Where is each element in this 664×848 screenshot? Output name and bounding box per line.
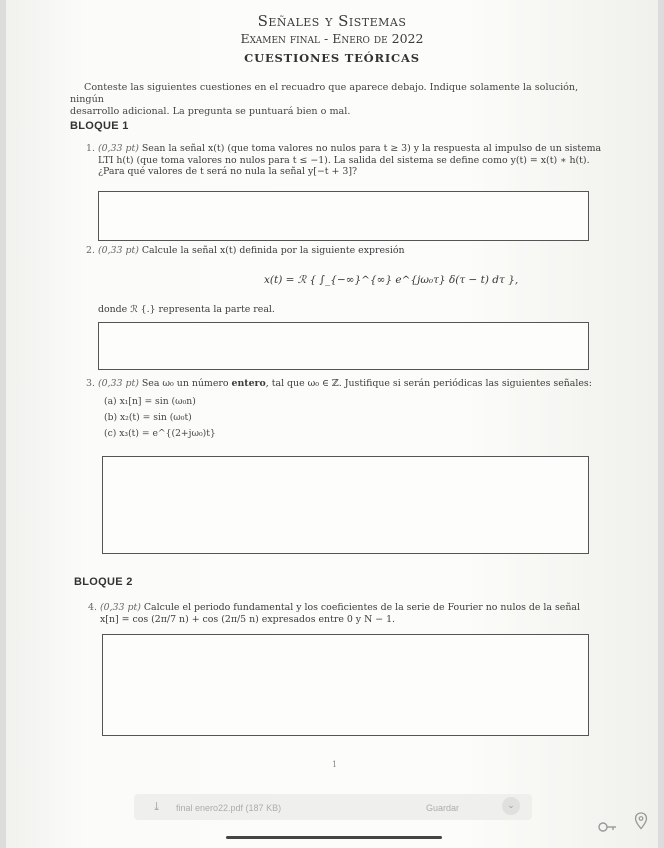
question-4 <box>88 602 580 625</box>
instructions-line-1: Conteste las siguientes cuestiones en el recuadro que aparece debajo. Indique solamente la solución, ningún <box>70 82 579 105</box>
q2-text-line-2: donde ℛ {.} representa la parte real. <box>98 304 275 315</box>
section-title: CUESTIONES TEÓRICAS <box>244 51 420 65</box>
block-2-heading: BLOQUE 2 <box>74 576 133 588</box>
q2-text-line-1: Calcule la señal x(t) definida por la siguiente expresión <box>141 245 405 256</box>
q3-points: (0,33 pt) <box>97 378 139 389</box>
location-pin-icon[interactable] <box>634 812 648 830</box>
q2-points: (0,33 pt) <box>97 245 139 256</box>
page-title: Señales y Sistemas <box>257 12 407 30</box>
q1-text-line-2: LTI h(t) (que toma valores no nulos para t ≤ −1). La salida del sistema se define como y(t) = x(t) ∗ h(t). <box>98 154 590 166</box>
q3-item-c: (c) x₃(t) = e^{(2+jω₀)t} <box>104 428 216 439</box>
block-1-heading: BLOQUE 1 <box>70 120 129 132</box>
q4-points: (0,33 pt) <box>99 602 141 613</box>
q4-number: 4. <box>88 602 97 613</box>
q4-answer-box[interactable] <box>102 634 589 736</box>
q3-text-a: Sea ω₀ un número <box>141 378 229 389</box>
question-2 <box>86 245 405 257</box>
q2-formula: x(t) = ℛ { ∫_{−∞}^{∞} e^{jω₀τ} δ(τ − t) dτ }, <box>264 274 519 286</box>
home-indicator[interactable] <box>226 836 442 839</box>
exam-page <box>6 0 658 848</box>
q1-number: 1. <box>86 143 95 154</box>
q2-answer-box[interactable] <box>98 322 589 370</box>
instructions-line-2: desarrollo adicional. La pregunta se puntuará bien o mal. <box>70 106 351 117</box>
save-button[interactable]: Guardar <box>426 803 460 813</box>
download-bar[interactable] <box>134 794 532 820</box>
question-3 <box>86 378 592 390</box>
q3-item-b: (b) x₂(t) = sin (ω₀t) <box>104 412 192 423</box>
key-icon[interactable] <box>598 818 618 830</box>
question-1 <box>86 143 601 178</box>
q3-text-bold: entero <box>231 378 266 389</box>
page-number: 1 <box>332 760 338 769</box>
q1-text-line-3: ¿Para qué valores de t será no nula la señal y[−t + 3]? <box>98 166 358 177</box>
q4-text-line-1: Calcule el periodo fundamental y los coeficientes de la serie de Fourier no nulos de la señal <box>143 602 580 613</box>
q1-text-line-1: Sean la señal x(t) (que toma valores no nulos para t ≥ 3) y la respuesta al impulso de un sistema <box>141 143 602 154</box>
q1-answer-box[interactable] <box>98 191 589 241</box>
q4-text-line-2: x[n] = cos (2π/7 n) + cos (2π/5 n) expresados entre 0 y N − 1. <box>100 613 396 625</box>
chevron-down-icon[interactable]: ⌄ <box>502 797 520 815</box>
q3-item-a: (a) x₁[n] = sin (ω₀n) <box>104 396 196 407</box>
q3-answer-box[interactable] <box>102 456 589 554</box>
q1-points: (0,33 pt) <box>97 143 139 154</box>
download-arrow-icon: ⤓ <box>152 800 162 813</box>
q3-number: 3. <box>86 378 95 389</box>
instructions <box>70 82 590 118</box>
page-subtitle: Examen final - Enero de 2022 <box>240 31 424 46</box>
q3-text-b: , tal que ω₀ ∈ ℤ. Justifique si serán periódicas las siguientes señales: <box>265 378 592 389</box>
q2-number: 2. <box>86 245 95 256</box>
download-filename[interactable]: final enero22.pdf (187 KB) <box>176 803 282 813</box>
